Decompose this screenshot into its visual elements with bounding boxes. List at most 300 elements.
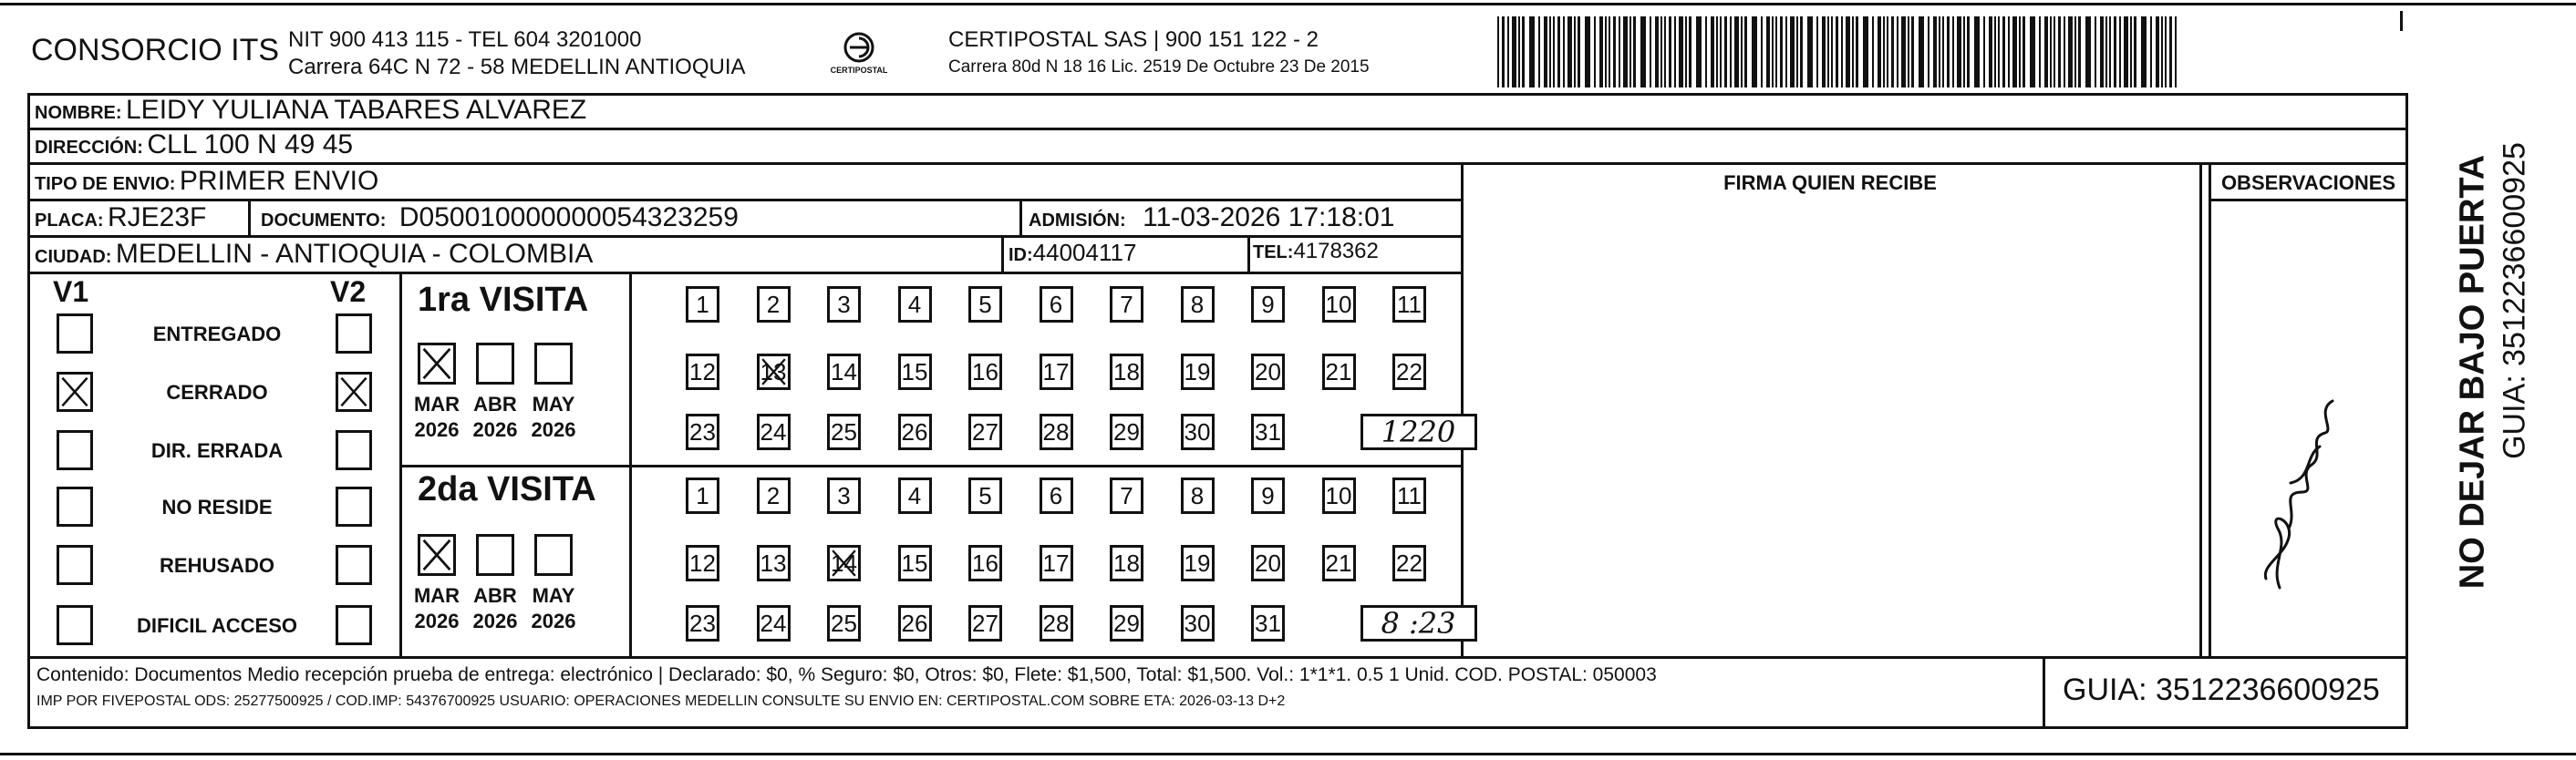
barcode-bar xyxy=(2130,16,2132,87)
first-visit-day-box[interactable]: 27 xyxy=(968,414,1002,450)
first-visit-month-checkbox[interactable] xyxy=(418,343,456,385)
status-label: REHUSADO xyxy=(160,554,274,577)
col-line-status xyxy=(399,272,402,656)
second-visit-day-box[interactable]: 6 xyxy=(1040,478,1073,514)
first-visit-day-box[interactable]: 23 xyxy=(686,414,719,450)
direccion-value: CLL 100 N 49 45 xyxy=(147,129,354,159)
barcode-bar xyxy=(1846,16,1850,87)
second-visit-month-checkbox[interactable] xyxy=(534,534,573,576)
second-visit-day-box[interactable]: 10 xyxy=(1322,478,1356,514)
barcode-bar xyxy=(1998,16,2000,87)
first-visit-day-box[interactable]: 5 xyxy=(968,286,1002,323)
row-line xyxy=(27,199,1461,201)
barcode-bar xyxy=(1883,16,1885,87)
barcode-bar xyxy=(1744,16,1747,87)
barcode-bar xyxy=(2039,16,2041,87)
tel-field xyxy=(1253,241,1379,262)
barcode-bar xyxy=(1685,16,1687,87)
second-visit-day-box[interactable]: 28 xyxy=(1040,605,1073,642)
firma-header: FIRMA QUIEN RECIBE xyxy=(1723,171,1937,194)
barcode-bar xyxy=(1512,16,1516,87)
second-visit-day-box[interactable]: 9 xyxy=(1251,478,1285,514)
first-visit-month-label xyxy=(522,392,585,442)
placa-value: RJE23F xyxy=(108,202,207,232)
barcode-bar xyxy=(1497,16,1499,87)
v1-checkbox[interactable] xyxy=(57,605,93,645)
bottom-edge-line xyxy=(0,753,2576,755)
id-field xyxy=(1009,241,1136,264)
second-visit-month-label xyxy=(405,583,469,633)
barcode-bar xyxy=(2124,16,2128,87)
month-name: MAR xyxy=(413,393,460,416)
tel-label: TEL: xyxy=(1253,242,1294,262)
barcode-bar xyxy=(1605,16,1607,87)
row-line xyxy=(27,272,1461,274)
barcode-bar xyxy=(1640,16,1646,87)
barcode-bar xyxy=(1796,16,1798,87)
barcode-bar xyxy=(1679,16,1683,87)
barcode-bar xyxy=(1705,16,1707,87)
barcode-bar xyxy=(2109,16,2111,87)
barcode-graphic xyxy=(1495,16,2181,87)
barcode-bar xyxy=(2175,16,2177,87)
barcode-bar xyxy=(1887,16,1888,87)
x-mark-icon xyxy=(420,345,453,382)
barcode-bar xyxy=(1790,16,1795,87)
month-year: 2026 xyxy=(531,417,576,441)
barcode-bar xyxy=(2114,16,2116,87)
handwritten-signature-icon xyxy=(2225,383,2353,601)
first-visit-day-box[interactable]: 20 xyxy=(1251,354,1285,390)
tipo-envio-field xyxy=(35,168,378,195)
first-visit-day-box[interactable]: 7 xyxy=(1110,286,1143,323)
barcode-bar xyxy=(2044,16,2048,87)
x-mark-icon xyxy=(59,375,90,409)
month-year: 2026 xyxy=(472,417,518,441)
first-visit-month-label xyxy=(463,392,527,442)
first-visit-day-box[interactable]: 18 xyxy=(1110,354,1143,390)
direccion-label: DIRECCIÓN: xyxy=(35,138,143,158)
month-year: 2026 xyxy=(414,609,460,632)
barcode-bar xyxy=(1594,16,1596,87)
second-visit-day-box[interactable]: 7 xyxy=(1110,478,1143,514)
row-line xyxy=(27,128,2408,130)
v2-checkbox[interactable] xyxy=(336,545,372,585)
v2-checkbox[interactable] xyxy=(336,487,372,527)
barcode-bar xyxy=(1741,16,1743,87)
second-visit-day-box[interactable]: 26 xyxy=(898,605,932,642)
v2-checkbox[interactable] xyxy=(336,372,372,412)
month-name: MAY xyxy=(532,393,575,416)
v2-header: V2 xyxy=(330,275,367,308)
v1-checkbox[interactable] xyxy=(57,372,93,412)
barcode-bar xyxy=(1655,16,1659,87)
first-visit-day-box[interactable]: 28 xyxy=(1040,414,1073,450)
second-visit-day-box[interactable]: 18 xyxy=(1110,545,1143,581)
second-visit-day-box[interactable]: 11 xyxy=(1392,478,1426,514)
barcode-bar xyxy=(1689,16,1691,87)
ciudad-label: CIUDAD: xyxy=(35,247,112,267)
barcode-bar xyxy=(1852,16,1854,87)
first-visit-day-box[interactable]: 26 xyxy=(898,414,932,450)
v1-checkbox[interactable] xyxy=(57,545,93,585)
first-visit-day-box[interactable]: 1 xyxy=(686,286,719,323)
barcode-bar xyxy=(2012,16,2017,87)
barcode-bar xyxy=(1623,16,1628,87)
barcode-bar xyxy=(1942,16,1944,87)
v2-checkbox[interactable] xyxy=(336,605,372,645)
barcode-bar xyxy=(1919,16,1924,87)
barcode-bar xyxy=(1963,16,1965,87)
first-visit-day-box[interactable]: 17 xyxy=(1040,354,1073,390)
barcode-bar xyxy=(1761,16,1763,87)
visit-divider xyxy=(399,465,1461,467)
month-year: 2026 xyxy=(472,609,518,632)
second-visit-day-box[interactable]: 13 xyxy=(757,545,791,581)
col-line-obs xyxy=(2209,162,2211,656)
barcode-bar xyxy=(1629,16,1631,87)
tipo-envio-label: TIPO DE ENVIO: xyxy=(35,174,176,194)
barcode-bar xyxy=(2165,16,2167,87)
second-visit-day-box[interactable]: 8 xyxy=(1181,478,1215,514)
side-notice: NO DEJAR BAJO PUERTA xyxy=(2453,154,2492,590)
barcode-bar xyxy=(2085,16,2091,87)
barcode-bar xyxy=(1734,16,1739,87)
barcode-bar xyxy=(1872,16,1874,87)
col-line-tel xyxy=(1247,235,1250,272)
barcode-bar xyxy=(1557,16,1560,87)
barcode-bar xyxy=(1807,16,1813,87)
barcode-bar xyxy=(2023,16,2025,87)
barcode-bar xyxy=(2019,16,2021,87)
barcode-bar xyxy=(1696,16,1702,87)
barcode-bar xyxy=(1863,16,1868,87)
barcode-bar xyxy=(1650,16,1651,87)
barcode-bar xyxy=(1507,16,1509,87)
barcode-bar xyxy=(2141,16,2147,87)
barcode-bar xyxy=(1522,16,1525,87)
barcode-bar xyxy=(1613,16,1616,87)
second-visit-month-label xyxy=(463,583,527,633)
second-visit-day-box[interactable]: 15 xyxy=(898,545,932,581)
first-visit-day-box[interactable]: 14 xyxy=(827,354,861,390)
barcode-bar xyxy=(1780,16,1783,87)
v2-checkbox[interactable] xyxy=(336,430,372,470)
v1-header: V1 xyxy=(53,275,89,308)
second-visit-day-box[interactable]: 5 xyxy=(968,478,1002,514)
second-visit-day-box[interactable]: 17 xyxy=(1040,545,1073,581)
documento-label: DOCUMENTO: xyxy=(261,211,387,231)
admision-label: ADMISIÓN: xyxy=(1029,211,1126,231)
first-visit-day-box[interactable]: 11 xyxy=(1392,286,1426,323)
col-line-months xyxy=(629,272,632,656)
documento-field xyxy=(261,204,739,231)
col-line-admision xyxy=(1019,199,1022,235)
barcode-bar xyxy=(1911,16,1914,87)
second-visit-day-box[interactable]: 30 xyxy=(1181,605,1215,642)
status-label: DIR. ERRADA xyxy=(150,439,284,462)
first-visit-day-box[interactable]: 16 xyxy=(968,354,1002,390)
carrier-line: CERTIPOSTAL SAS | 900 151 122 - 2 xyxy=(948,27,1319,52)
barcode-bar xyxy=(1967,16,1970,87)
barcode-bar xyxy=(2156,16,2159,87)
ciudad-value: MEDELLIN - ANTIOQUIA - COLOMBIA xyxy=(115,239,594,269)
x-mark-icon xyxy=(420,537,453,573)
second-visit-day-box[interactable]: 4 xyxy=(898,478,932,514)
first-visit-day-box[interactable]: 25 xyxy=(827,414,861,450)
month-name: MAR xyxy=(413,584,460,607)
tel-value: 4178362 xyxy=(1293,239,1379,263)
second-visit-day-box[interactable]: 12 xyxy=(686,545,719,581)
barcode-bar xyxy=(1800,16,1803,87)
barcode-bar xyxy=(2100,16,2104,87)
month-name: ABR xyxy=(473,393,517,416)
second-visit-day-box[interactable]: 24 xyxy=(757,605,791,642)
first-visit-day-box[interactable]: 9 xyxy=(1251,286,1285,323)
barcode-bar xyxy=(2054,16,2055,87)
status-label: ENTREGADO xyxy=(152,323,282,345)
barcode-bar xyxy=(1841,16,1843,87)
barcode-bar xyxy=(2050,16,2052,87)
month-year: 2026 xyxy=(531,609,576,632)
first-visit-day-box[interactable]: 19 xyxy=(1181,354,1215,390)
second-visit-day-box[interactable]: 21 xyxy=(1322,545,1356,581)
barcode-bar xyxy=(1502,16,1505,87)
first-visit-day-box[interactable]: 4 xyxy=(898,286,932,323)
barcode-bar xyxy=(1908,16,1909,87)
company-address: Carrera 64C N 72 - 58 MEDELLIN ANTIOQUIA xyxy=(288,55,746,79)
second-visit-month-checkbox[interactable] xyxy=(418,534,456,576)
barcode-bar xyxy=(1538,16,1540,87)
second-visit-month-checkbox[interactable] xyxy=(476,534,514,576)
footer-contents: Contenido: Documentos Medio recepción prueba de entrega: electrónico | Declarado: $0, % Seguro: $0, Otros: $0, Flete: $1,500, Total: $1,500. Vol.: 1*1*1. 0.5 1 Unid. COD. POSTAL: 050003 xyxy=(36,664,1657,685)
barcode-bar xyxy=(1836,16,1838,87)
month-name: MAY xyxy=(532,584,575,607)
status-label: NO RESIDE xyxy=(161,496,273,519)
second-visit-day-box[interactable]: 27 xyxy=(968,605,1002,642)
first-visit-day-box[interactable]: 6 xyxy=(1040,286,1073,323)
row-line xyxy=(27,235,1461,238)
barcode-bar xyxy=(1664,16,1666,87)
col-line-obs xyxy=(2199,162,2202,656)
barcode-bar xyxy=(2008,16,2010,87)
barcode-bar xyxy=(1989,16,1992,87)
barcode-bar xyxy=(1609,16,1610,87)
first-visit-day-box[interactable]: 31 xyxy=(1251,414,1285,450)
second-visit-day-box[interactable]: 2 xyxy=(757,478,791,514)
direccion-field xyxy=(35,131,353,159)
barcode-bar xyxy=(1983,16,1985,87)
nombre-label: NOMBRE: xyxy=(35,103,122,123)
barcode-bar xyxy=(1633,16,1636,87)
first-visit-day-box[interactable]: 13 xyxy=(757,354,791,390)
barcode-bar xyxy=(1730,16,1732,87)
barcode-bar xyxy=(2150,16,2152,87)
barcode-bar xyxy=(1563,16,1565,87)
barcode-bar xyxy=(2078,16,2081,87)
barcode-bar xyxy=(1831,16,1833,87)
second-visit-month-label xyxy=(522,583,585,633)
barcode-bar xyxy=(1553,16,1555,87)
first-visit-day-box[interactable]: 10 xyxy=(1322,286,1356,323)
barcode-bar xyxy=(2002,16,2005,87)
barcode-bar xyxy=(2030,16,2035,87)
tipo-envio-value: PRIMER ENVIO xyxy=(179,166,379,196)
second-visit-day-box[interactable]: 1 xyxy=(686,478,719,514)
barcode-bar xyxy=(1518,16,1520,87)
barcode-bar xyxy=(1933,16,1937,87)
first-visit-day-box[interactable]: 22 xyxy=(1392,354,1426,390)
x-mark-icon xyxy=(338,375,369,409)
month-year: 2026 xyxy=(414,417,460,441)
barcode-bar xyxy=(1578,16,1580,87)
barcode-bar xyxy=(1822,16,1826,87)
side-guia: GUIA: 3512236600925 xyxy=(2497,142,2532,459)
documento-value: D050010000000054323259 xyxy=(398,202,739,232)
v1-checkbox[interactable] xyxy=(57,430,93,470)
v2-checkbox[interactable] xyxy=(336,313,372,354)
margin-tick xyxy=(2400,11,2403,31)
second-visit-day-box[interactable]: 14 xyxy=(827,545,861,581)
barcode-bar xyxy=(2068,16,2073,87)
top-edge-line xyxy=(0,3,2576,5)
second-visit-day-box[interactable]: 22 xyxy=(1392,545,1426,581)
barcode-bar xyxy=(1901,16,1906,87)
barcode-bar xyxy=(2095,16,2096,87)
first-visit-month-label xyxy=(405,392,469,442)
barcode-bar xyxy=(2119,16,2121,87)
barcode-bar xyxy=(1660,16,1662,87)
id-value: 44004117 xyxy=(1032,239,1137,266)
second-visit-day-box[interactable]: 16 xyxy=(968,545,1002,581)
observaciones-header: OBSERVACIONES xyxy=(2220,171,2396,194)
first-visit-day-box[interactable]: 3 xyxy=(827,286,861,323)
ciudad-field xyxy=(35,241,593,268)
barcode-bar xyxy=(1544,16,1547,87)
v1-checkbox[interactable] xyxy=(57,313,93,354)
second-visit-day-box[interactable]: 20 xyxy=(1251,545,1285,581)
barcode-bar xyxy=(2169,16,2172,87)
first-visit-day-box[interactable]: 30 xyxy=(1181,414,1215,450)
admision-field xyxy=(1029,204,1394,231)
first-visit-day-box[interactable]: 29 xyxy=(1110,414,1143,450)
barcode-bar xyxy=(2064,16,2065,87)
col-line-footer-guia xyxy=(2043,656,2045,729)
footer-print-info: IMP POR FIVEPOSTAL ODS: 25277500925 / COD.IMP: 54376700925 USUARIO: OPERACIONES MEDELLIN CONSULTE SU ENVIO EN: CERTIPOSTAL.COM SOBRE ETA: 2026-03-13 D+2 xyxy=(36,693,1286,709)
barcode-bar xyxy=(1994,16,1996,87)
barcode-bar xyxy=(1827,16,1829,87)
barcode-bar xyxy=(1928,16,1929,87)
barcode-bar xyxy=(1897,16,1898,87)
barcode-bar xyxy=(1567,16,1572,87)
barcode-bar xyxy=(1724,16,1727,87)
first-visit-day-box[interactable]: 2 xyxy=(757,286,791,323)
second-visit-day-box[interactable]: 31 xyxy=(1251,605,1285,642)
first-visit-time-box: 1220 xyxy=(1360,414,1477,450)
second-visit-day-box[interactable]: 19 xyxy=(1181,545,1215,581)
barcode-bar xyxy=(1599,16,1603,87)
first-visit-day-box[interactable]: 12 xyxy=(686,354,719,390)
barcode-bar xyxy=(2058,16,2061,87)
admision-value: 11-03-2026 17:18:01 xyxy=(1143,202,1395,232)
barcode-bar xyxy=(1549,16,1551,87)
x-mark-icon xyxy=(830,548,858,579)
second-visit-time-box: 8 :23 xyxy=(1360,605,1477,642)
barcode-bar xyxy=(1720,16,1722,87)
logo-caption: CERTIPOSTAL xyxy=(830,66,888,75)
barcode-bar xyxy=(2134,16,2136,87)
barcode-bar xyxy=(1775,16,1777,87)
month-name: ABR xyxy=(473,584,517,607)
placa-field xyxy=(35,204,206,231)
barcode-bar xyxy=(1878,16,1881,87)
id-label: ID: xyxy=(1009,245,1033,265)
barcode-bar xyxy=(1619,16,1620,87)
barcode-bar xyxy=(1957,16,1961,87)
footer-guia: GUIA: 3512236600925 xyxy=(2063,673,2380,707)
first-visit-day-box[interactable]: 15 xyxy=(898,354,932,390)
observation-signature xyxy=(2225,383,2353,601)
col-line-id xyxy=(1001,235,1004,272)
first-visit-title: 1ra VISITA xyxy=(418,281,589,319)
barcode-bar xyxy=(1529,16,1535,87)
first-visit-day-box[interactable]: 8 xyxy=(1181,286,1215,323)
barcode-bar xyxy=(1766,16,1770,87)
barcode-bar xyxy=(1574,16,1576,87)
x-mark-icon xyxy=(760,356,788,387)
barcode-bar xyxy=(1711,16,1714,87)
first-visit-day-box[interactable]: 21 xyxy=(1322,354,1356,390)
company-name: CONSORCIO ITS xyxy=(31,33,280,67)
v1-checkbox[interactable] xyxy=(57,487,93,527)
barcode-bar xyxy=(2105,16,2107,87)
barcode-bar xyxy=(1939,16,1940,87)
barcode-bar xyxy=(1585,16,1590,87)
col-line-placa xyxy=(248,199,251,235)
nombre-value: LEIDY YULIANA TABARES ALVAREZ xyxy=(126,95,587,125)
barcode-bar xyxy=(2161,16,2163,87)
barcode-bar xyxy=(1856,16,1858,87)
second-visit-day-box[interactable]: 29 xyxy=(1110,605,1143,642)
license-line: Carrera 80d N 18 16 Lic. 2519 De Octubre 23 De 2015 xyxy=(948,57,1370,77)
second-visit-day-box[interactable]: 3 xyxy=(827,478,861,514)
barcode-bar xyxy=(1669,16,1671,87)
barcode-bar xyxy=(1952,16,1954,87)
first-visit-month-checkbox[interactable] xyxy=(534,343,573,385)
placa-label: PLACA: xyxy=(35,211,104,231)
second-visit-day-box[interactable]: 23 xyxy=(686,605,719,642)
barcode xyxy=(1495,16,2181,87)
col-line-firma xyxy=(1461,162,1464,656)
first-visit-day-box[interactable]: 24 xyxy=(757,414,791,450)
footer-line xyxy=(27,656,2408,659)
company-nit: NIT 900 413 115 - TEL 604 3201000 xyxy=(288,27,642,52)
first-visit-month-checkbox[interactable] xyxy=(476,343,514,385)
barcode-bar xyxy=(1785,16,1787,87)
second-visit-day-box[interactable]: 25 xyxy=(827,605,861,642)
barcode-bar xyxy=(1974,16,1980,87)
barcode-bar xyxy=(1752,16,1757,87)
barcode-bar xyxy=(1816,16,1818,87)
row-line xyxy=(27,162,2408,165)
barcode-bar xyxy=(1674,16,1676,87)
barcode-bar xyxy=(1947,16,1950,87)
nombre-field xyxy=(35,97,586,124)
barcode-bar xyxy=(1891,16,1894,87)
barcode-bar xyxy=(1772,16,1774,87)
status-label: CERRADO xyxy=(166,381,268,404)
barcode-bar xyxy=(1716,16,1718,87)
